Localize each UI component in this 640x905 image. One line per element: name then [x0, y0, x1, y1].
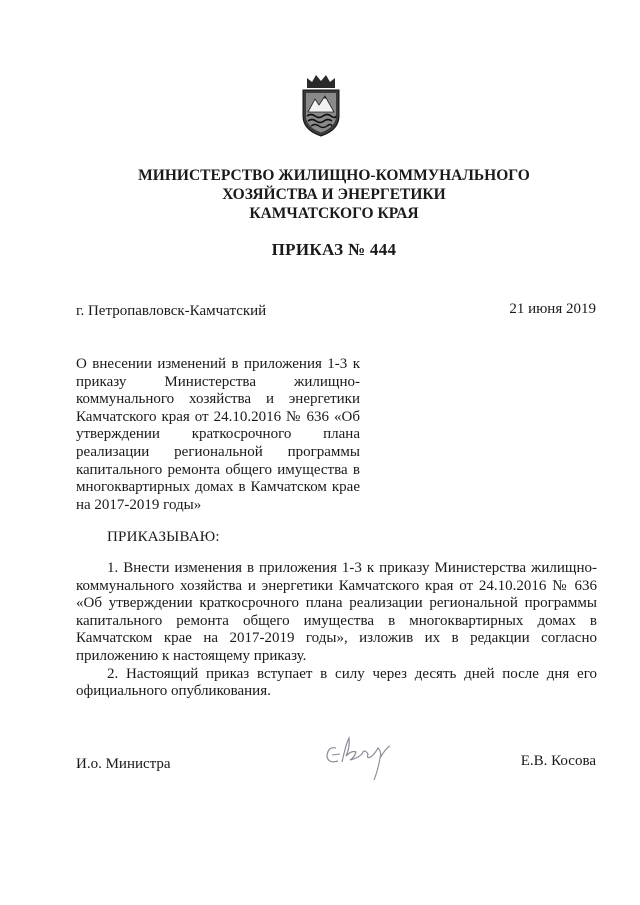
ministry-line: КАМЧАТСКОГО КРАЯ [249, 205, 419, 222]
ministry-line: МИНИСТЕРСТВО ЖИЛИЩНО-КОММУНАЛЬНОГО [138, 167, 530, 184]
order-word: ПРИКАЗЫВАЮ: [107, 529, 220, 545]
order-subject: О внесении изменений в приложения 1-3 к приказу Министерства жилищно-коммунального хозяйства и энергетики Камчатского края от 24.10.2016 № 636 «Об утверждении краткосрочного плана реализации региональной программы капитального ремонта общего имущества в многоквартирных домах в Камчатском крае на 2017-2019 годы» [76, 356, 360, 513]
order-paragraph: 1. Внести изменения в приложения 1-3 к приказу Министерства жилищно-коммунального хозяйства и энергетики Камчатского края от 24.10.2016 № 636 «Об утверждении краткосрочного плана реализации региональной программы капитального ремонта общего имущества в многоквартирных домах в Камчатском крае на 2017-2019 годы», изложив их в редакции согласно приложению к настоящему приказу. [76, 560, 597, 664]
ministry-line: ХОЗЯЙСТВА И ЭНЕРГЕТИКИ [222, 186, 446, 203]
coat-of-arms-icon [298, 72, 344, 138]
ministry-name [100, 166, 568, 223]
order-body [76, 560, 597, 701]
order-paragraph: 2. Настоящий приказ вступает в силу через десять дней после дня его официального опубликования. [76, 665, 597, 700]
signatory-role: И.о. Министра [76, 756, 171, 772]
order-title: ПРИКАЗ № 444 [271, 240, 397, 259]
signatory-name: Е.В. Косова [520, 753, 596, 769]
order-place: г. Петропавловск-Камчатский [76, 303, 267, 319]
signature-icon [316, 718, 402, 788]
order-date: 21 июня 2019 [509, 301, 596, 317]
